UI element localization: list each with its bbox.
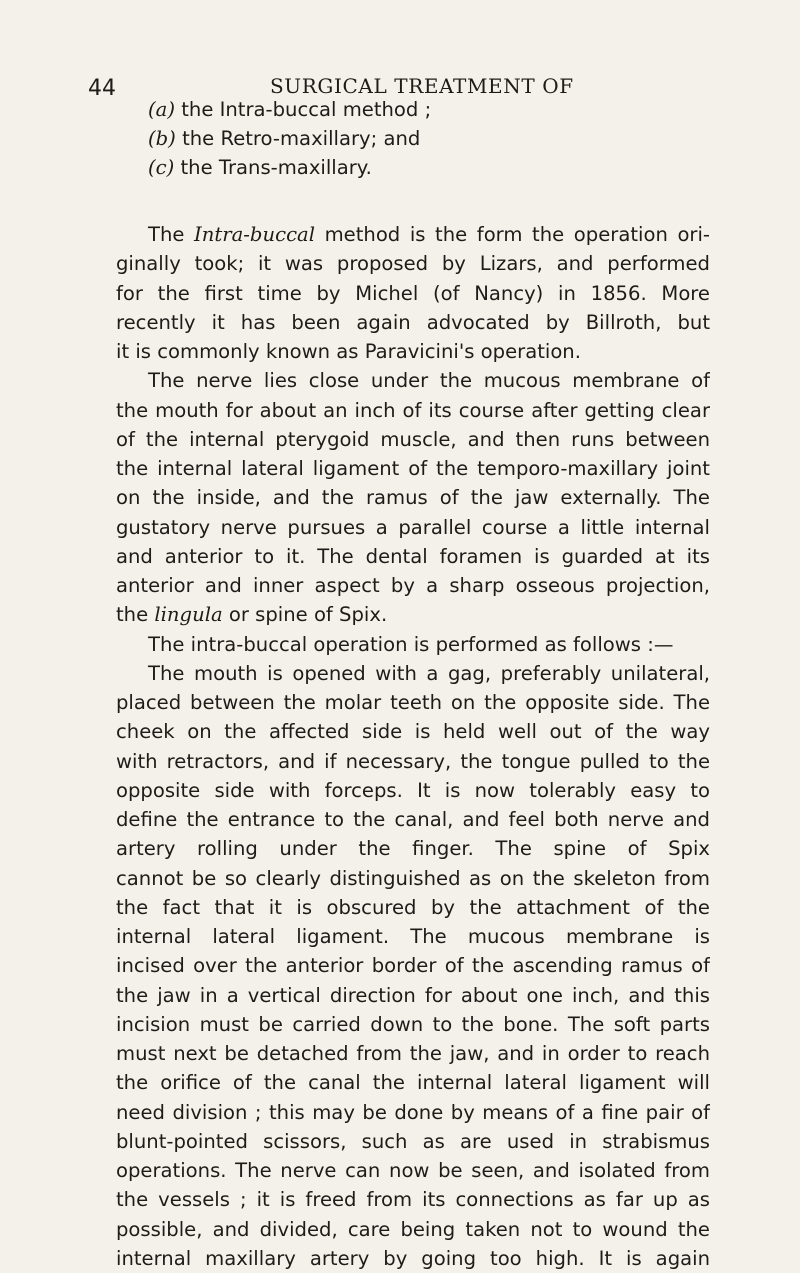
list-item: (a) the Intra-buccal method ; (148, 98, 432, 121)
text-line: recently it has been again advocated by Billroth, but (116, 310, 710, 334)
text-line: the mouth for about an inch of its course after getting clear (116, 398, 710, 422)
text-line: The mouth is opened with a gag, preferably unilateral, (148, 661, 710, 685)
text-line: internal lateral ligament. The mucous membrane is (116, 925, 710, 948)
text-line: internal maxillary artery by going too high. It is again (116, 1246, 710, 1270)
method-list (148, 95, 748, 183)
text-line: placed between the molar teeth on the opposite side. The (116, 691, 710, 714)
text-line: must next be detached from the jaw, and in order to reach (116, 1042, 710, 1065)
text-line: cannot be so clearly distinguished as on the skeleton from (116, 866, 710, 890)
text-line: the orifice of the canal the internal lateral ligament will (116, 1071, 710, 1095)
text-line: the lingula or spine of Spix. (116, 603, 388, 627)
list-item: (c) the Trans-maxillary. (148, 156, 372, 180)
text-line: the internal lateral ligament of the temporo-maxillary joint (116, 457, 710, 480)
text-line: cheek on the affected side is held well out of the way (116, 720, 710, 744)
text-line: the fact that it is obscured by the attachment of the (116, 895, 710, 919)
text-line: need division ; this may be done by means of a fine pair of (116, 1100, 710, 1124)
text-line: artery rolling under the finger. The spine of Spix (116, 837, 710, 861)
text-line: and anterior to it. The dental foramen is guarded at its (116, 544, 710, 568)
body-text (116, 220, 710, 1273)
text-line: blunt-pointed scissors, such as are used in strabismus (116, 1129, 710, 1153)
text-line: anterior and inner aspect by a sharp osseous projection, (116, 574, 710, 597)
list-item: (b) the Retro-maxillary; and (148, 127, 421, 151)
text-line: incision must be carried down to the bone. The soft parts (116, 1012, 710, 1036)
text-line: possible, and divided, care being taken not to wound the (116, 1217, 710, 1241)
text-line: with retractors, and if necessary, the tongue pulled to the (116, 749, 710, 773)
text-line: operations. The nerve can now be seen, and isolated from (116, 1159, 710, 1182)
page-number: 44 (88, 76, 116, 101)
text-line: incised over the anterior border of the ascending ramus of (116, 954, 710, 978)
text-line: on the inside, and the ramus of the jaw externally. The (116, 486, 710, 510)
text-line: of the internal pterygoid muscle, and then runs between (116, 427, 710, 451)
text-line: gustatory nerve pursues a parallel course a little internal (116, 515, 710, 539)
text-line: The intra-buccal operation is performed as follows :— (148, 632, 674, 656)
text-line: the vessels ; it is freed from its connections as far up as (116, 1188, 710, 1212)
running-head: SURGICAL TREATMENT OF (270, 74, 574, 98)
text-line: define the entrance to the canal, and feel both nerve and (116, 808, 710, 831)
text-line: opposite side with forceps. It is now tolerably easy to (116, 778, 710, 802)
text-line: for the first time by Michel (of Nancy) in 1856. More (116, 281, 710, 305)
text-line: The nerve lies close under the mucous membrane of (148, 369, 710, 393)
text-line: it is commonly known as Paravicini's operation. (116, 340, 581, 363)
text-line: The Intra-buccal method is the form the operation ori- (148, 223, 710, 246)
text-line: ginally took; it was proposed by Lizars, and performed (116, 252, 710, 276)
text-line: the jaw in a vertical direction for about one inch, and this (116, 983, 710, 1007)
